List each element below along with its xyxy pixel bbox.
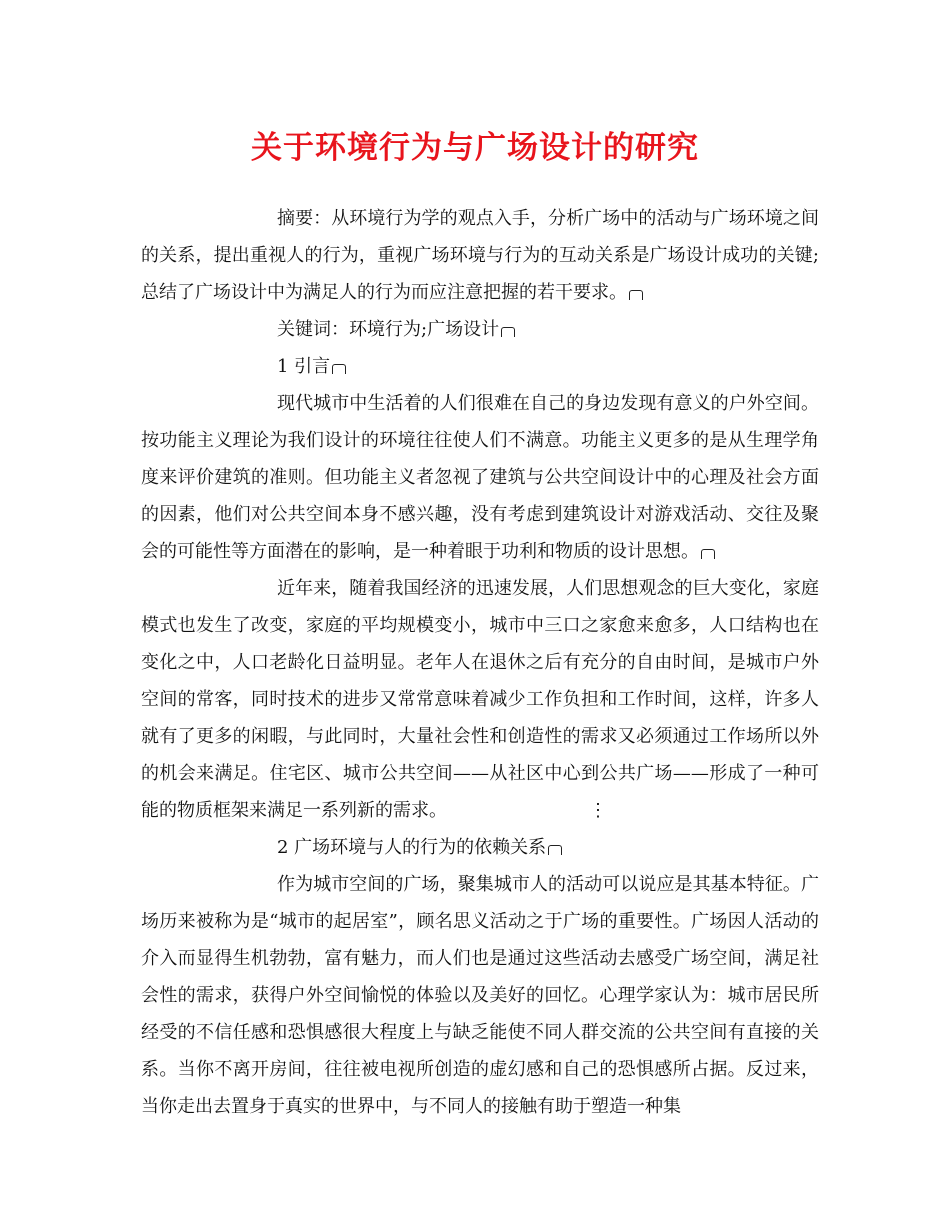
paragraph-mark-icon	[501, 327, 515, 337]
paragraph-text: 现代城市中生活着的人们很难在自己的身边发现有意义的户外空间。按功能主义理论为我们设计的环境往往使人们不满意。功能主义更多的是从生理学角度来评价建筑的准则。但功能主义者忽视了建筑与公共空间设计中的心理及社会方面的因素，他们对公共空间本身不感兴趣，没有考虑到建筑设计对游戏活动、交往及聚会的可能性等方面潜在的影响，是一种着眼于功利和物质的设计思想。	[141, 393, 819, 562]
paragraph-mark-icon	[332, 364, 346, 374]
document-title: 关于环境行为与广场设计的研究	[251, 130, 699, 166]
paragraph-mark-icon	[548, 845, 562, 855]
body-paragraph	[141, 570, 819, 829]
document-body	[141, 200, 819, 1125]
keywords-paragraph	[141, 311, 819, 348]
paragraph-text: 摘要：从环境行为学的观点入手，分析广场中的活动与广场环境之间的关系，提出重视人的行为，重视广场环境与行为的互动关系是广场设计成功的关键;总结了广场设计中为满足人的行为而应注意把握的若干要求。	[141, 208, 819, 303]
abstract-paragraph	[141, 200, 819, 311]
body-paragraph	[141, 385, 819, 570]
paragraph-text: 近年来，随着我国经济的迅速发展，人们思想观念的巨大变化，家庭模式也发生了改变，家庭的平均规模变小，城市中三口之家愈来愈多，人口结构也在变化之中，人口老龄化日益明显。老年人在退休之后有充分的自由时间，是城市户外空间的常客，同时技术的进步又常常意味着减少工作负担和工作时间，这样，许多人就有了更多的闲暇，与此同时，大量社会性和创造性的需求又必须通过工作场所以外的机会来满足。住宅区、城市公共空间——从社区中心到公共广场——形成了一种可能的物质框架来满足一系列新的需求。	[141, 578, 819, 821]
ellipsis-mark-icon: ⋮	[589, 800, 607, 821]
paragraph-text: 关键词：环境行为;广场设计	[277, 319, 500, 340]
body-paragraph	[141, 866, 819, 1125]
paragraph-text: 作为城市空间的广场，聚集城市人的活动可以说应是其基本特征。广场历来被称为是“城市的起居室”，顾名思义活动之于广场的重要性。广场因人活动的介入而显得生机勃勃，富有魅力，而人们也是通过这些活动去感受广场空间，满足社会性的需求，获得户外空间愉悦的体验以及美好的回忆。心理学家认为：城市居民所经受的不信任感和恐惧感很大程度上与缺乏能使不同人群交流的公共空间有直接的关系。当你不离开房间，往往被电视所创造的虚幻感和自己的恐惧感所占据。反过来，当你走出去置身于真实的世界中，与不同人的接触有助于塑造一种集	[141, 874, 819, 1117]
paragraph-mark-icon	[629, 290, 643, 300]
section-heading-1	[141, 348, 819, 385]
heading-text: 2 广场环境与人的行为的依赖关系	[277, 837, 547, 858]
paragraph-mark-icon	[701, 549, 715, 559]
heading-text: 1 引言	[277, 356, 331, 377]
section-heading-2	[141, 829, 819, 866]
